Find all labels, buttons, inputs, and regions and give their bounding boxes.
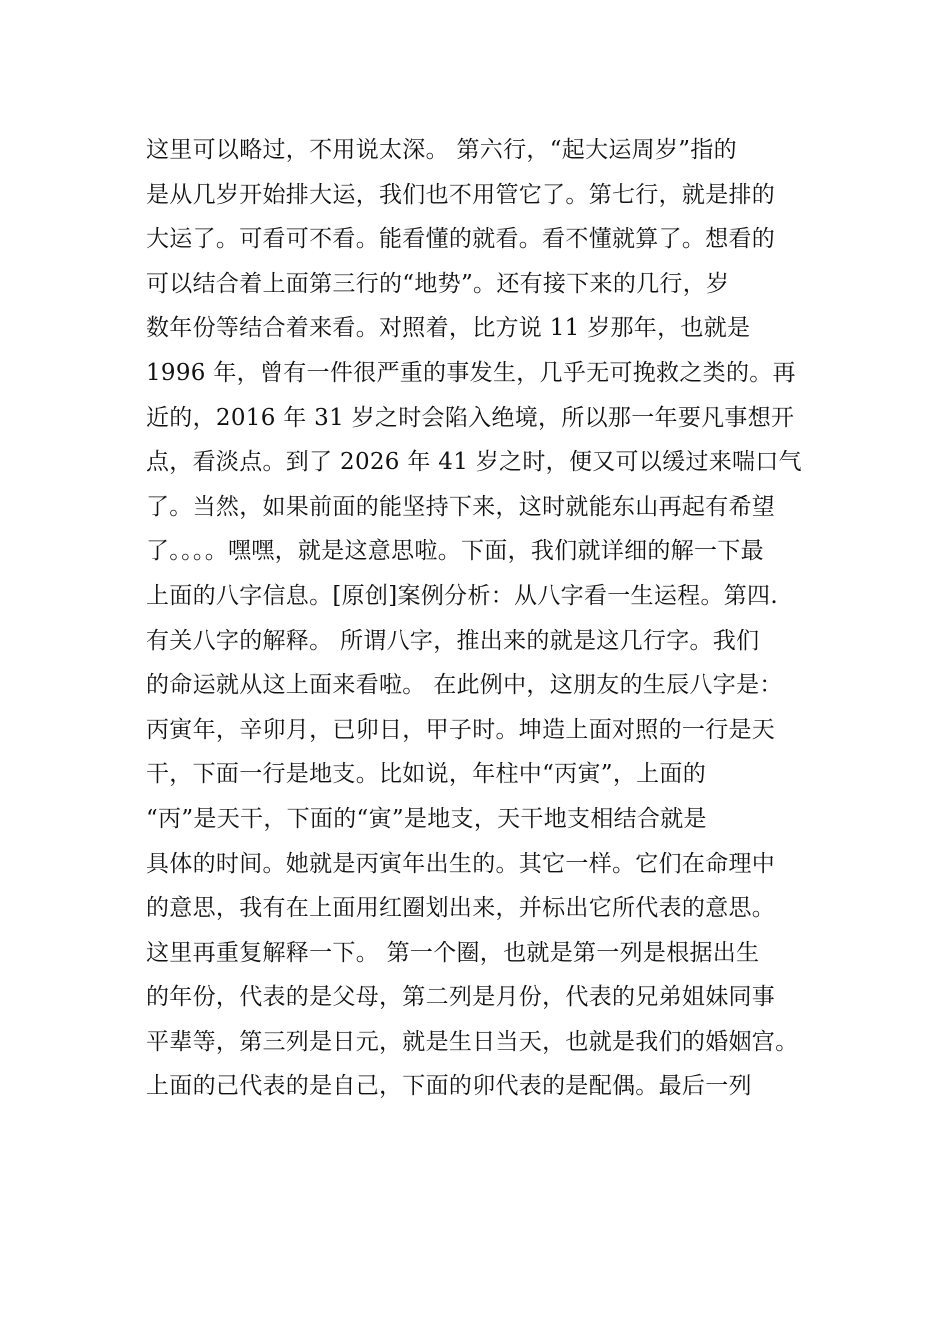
text-line: 这里可以略过，不用说太深。 第六行，“起大运周岁”指的 <box>146 137 737 163</box>
text-line: 点，看淡点。到了 2026 年 41 岁之时，便又可以缓过来喘口气 <box>146 449 802 476</box>
text-line: 大运了。可看可不看。能看懂的就看。看不懂就算了。想看的 <box>146 226 776 253</box>
text-line: 1996 年，曾有一件很严重的事发生，几乎无可挽救之类的。再 <box>146 359 796 386</box>
text-line: 上面的八字信息。[原创]案例分析：从八字看一生运程。第四. <box>146 582 778 609</box>
text-line: “丙”是天干，下面的“寅”是地支，天干地支相结合就是 <box>146 805 707 832</box>
text-line: 干，下面一行是地支。比如说，年柱中“丙寅”，上面的 <box>146 761 707 788</box>
text-line: 上面的己代表的是自己，下面的卯代表的是配偶。最后一列 <box>146 1073 752 1100</box>
text-line: 可以结合着上面第三行的“地势”。还有接下来的几行，岁 <box>146 270 730 297</box>
text-line: 的意思，我有在上面用红圈划出来，并标出它所代表的意思。 <box>146 895 776 922</box>
text-line: 丙寅年，辛卯月，已卯日，甲子时。坤造上面对照的一行是天 <box>146 716 776 743</box>
text-line: 具体的时间。她就是丙寅年出生的。其它一样。它们在命理中 <box>146 850 776 877</box>
text-line: 有关八字的解释。 所谓八字，推出来的就是这几行字。我们 <box>146 627 760 654</box>
text-line: 数年份等结合着来看。对照着，比方说 11 岁那年，也就是 <box>146 315 751 342</box>
text-line: 近的，2016 年 31 岁之时会陷入绝境，所以那一年要凡事想开 <box>146 404 795 431</box>
text-line: 平辈等，第三列是日元，就是生日当天，也就是我们的婚姻宫。 <box>146 1028 799 1055</box>
text-line: 的年份，代表的是父母，第二列是月份，代表的兄弟姐妹同事 <box>146 984 776 1011</box>
text-line: 是从几岁开始排大运，我们也不用管它了。第七行，就是排的 <box>146 181 776 208</box>
text-line: 了。当然，如果前面的能坚持下来，这时就能东山再起有希望 <box>146 493 776 520</box>
text-line: 的命运就从这上面来看啦。 在此例中，这朋友的生辰八字是： <box>146 672 783 699</box>
text-line: 这里再重复解释一下。 第一个圈，也就是第一列是根据出生 <box>146 939 760 966</box>
text-line: 了。。。。嘿嘿，就是这意思啦。下面，我们就详细的解一下最 <box>146 538 764 565</box>
body-text <box>146 128 826 1109</box>
